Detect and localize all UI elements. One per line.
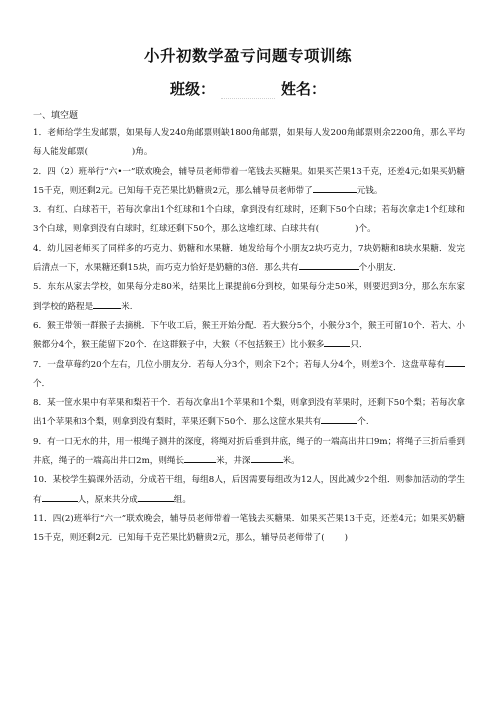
question-9: 9．有一口无水的井，用一根绳子测井的深度，将绳对折后垂到井底，绳子的一端高出井口9m；将绳子三折后垂到井底，绳子的一端高出井口2m，则绳长 米，井深 米。: [33, 436, 465, 467]
question-11: 11．四(2)班举行“六一”联欢晚会，辅导员老师带着一笔钱去买糖果．如果买芒果13千克，还差4元；如果买奶糖15千克，则还剩2元．已知每千克芒果比奶糖贵2元，那么，辅导员老师带了( ): [33, 513, 465, 544]
answer-blank: [138, 492, 174, 502]
class-label: 班级：: [169, 80, 215, 98]
answer-blank: [184, 453, 216, 463]
question-2: 2．四（2）班举行“六•一”联欢晚会，辅导员老师带着一笔钱去买糖果。如果买芒果13千克，还差4元;如果买奶糖15千克，则还剩2元。已知每千克芒果比奶糖贵2元，那么辅导员老师带了 元钱。: [33, 166, 465, 196]
answer-blank: [313, 183, 357, 193]
answer-blank: [321, 414, 357, 424]
question-8: 8．某一筐水果中有苹果和梨若干个．若每次拿出1个苹果和1个梨，则拿到没有苹果时，还剩下50个梨；若每次拿出1个苹果和3个梨，则拿到没有梨时，苹果还剩下50个．那么这筐水果共有 个.: [33, 398, 465, 428]
question-list: [33, 124, 465, 549]
question-7: 7．一盘草莓约20个左右，几位小朋友分．若每人分3个，则余下2个；若每人分4个，则差3个．这盘草莓有个．: [33, 356, 465, 395]
question-5: 5．东东从家去学校，如果每分走80米，结果比上课提前6分到校，如果每分走50米，则要迟到3分，那么东东家到学校的路程是 米.: [33, 282, 465, 312]
page-title: 小升初数学盈亏问题专项训练: [143, 47, 352, 65]
class-name-line: [0, 78, 496, 99]
class-blank: [221, 84, 275, 99]
section-heading: 一、填空题: [33, 111, 79, 121]
question-1: 1．老师给学生发邮票，如果每人发240角邮票则缺1800角邮票，如果每人发200角邮票则余2200角，那么平均每人能发邮票( )角。: [33, 128, 465, 158]
answer-blank: [445, 357, 465, 367]
answer-blank: [93, 299, 121, 309]
answer-blank: [251, 453, 283, 463]
name-label: 姓名：: [281, 80, 327, 98]
question-10: 10．某校学生搞课外活动，分成若干组，每组8人，后因需要每组改为12人，因此减少2个组．则参加活动的学生有 人，原来共分成 组。: [33, 475, 465, 505]
answer-blank: [324, 337, 350, 347]
answer-blank: [42, 492, 78, 502]
question-6: 6．猴王带领一群猴子去摘桃．下午收工后，猴王开始分配．若大猴分5个，小猴分3个，猴王可留10个．若大、小猴都分4个，猴王能留下20个．在这群猴子中，大猴（不包括猴王）比小猴多 只．: [33, 320, 465, 351]
answer-blank: [299, 260, 359, 270]
question-3: 3．有红、白球若干，若每次拿出1个红球和1个白球，拿到没有红球时，还剩下50个白球；若每次拿走1个红球和3个白球，则拿到没有白球时，红球还剩下50个，那么这堆红球、白球共有( )个。: [33, 205, 465, 235]
question-4: 4．幼儿园老师买了同样多的巧克力、奶糖和水果糖．她发给每个小朋友2块巧克力，7块奶糖和8块水果糖．发完后清点一下，水果糖还剩15块，而巧克力恰好是奶糖的3倍．那么共有 个小朋友．: [33, 243, 465, 274]
